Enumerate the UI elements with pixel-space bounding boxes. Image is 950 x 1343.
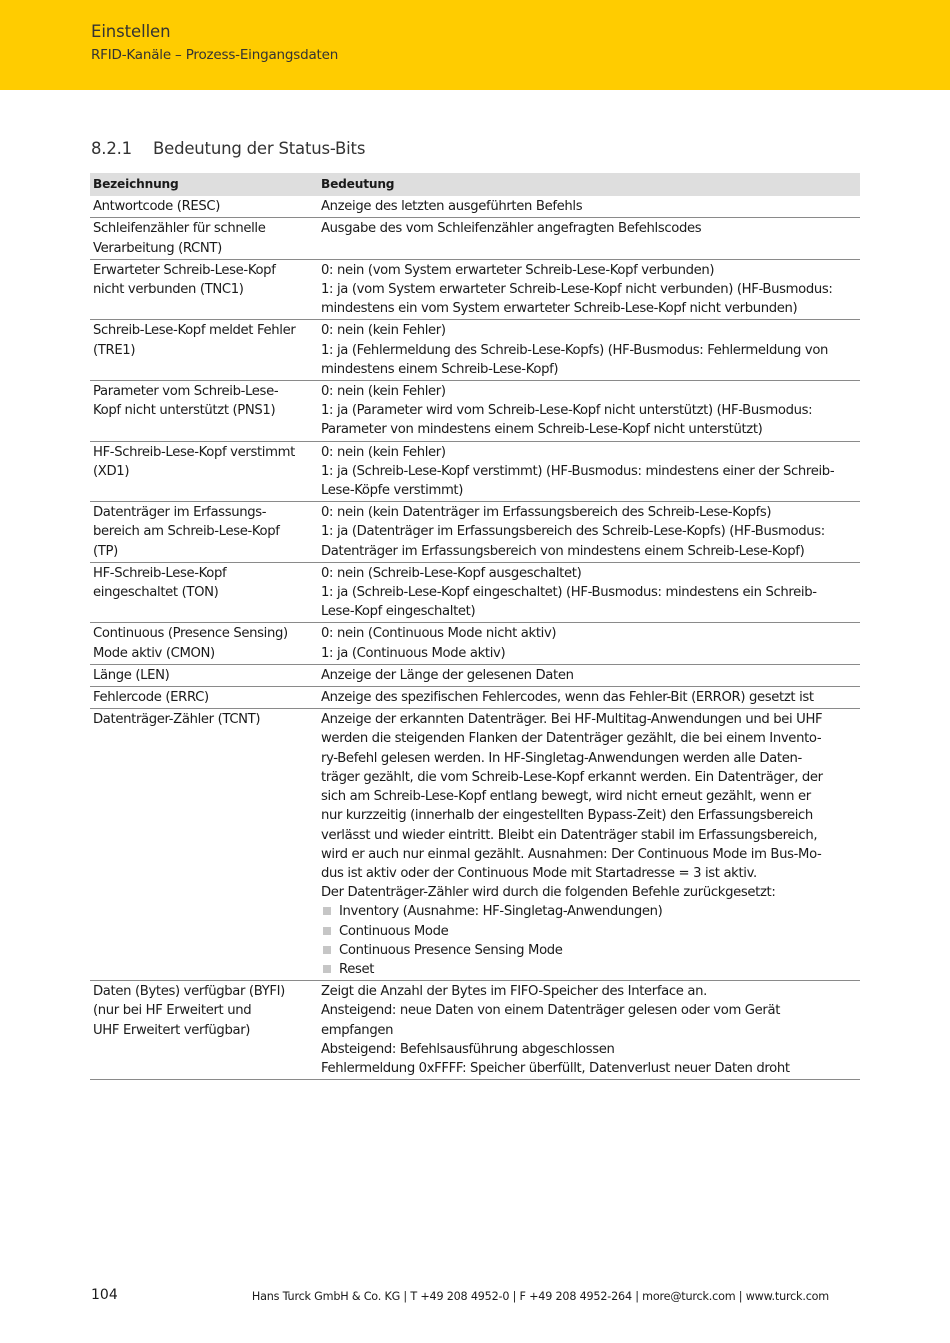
text-line: 0: nein (Schreib-Lese-Kopf ausgeschaltet)	[321, 565, 582, 581]
text-line: Schreib-Lese-Kopf meldet Fehler	[93, 323, 296, 339]
text-line: Erwarteter Schreib-Lese-Kopf	[93, 262, 276, 278]
table-row	[90, 502, 860, 563]
text-line: HF-Schreib-Lese-Kopf verstimmt	[93, 444, 295, 460]
text-line: Parameter von mindestens einem Schreib-Lese-Kopf nicht unterstützt)	[321, 422, 763, 438]
table-cell-name	[90, 502, 318, 563]
text-line: Absteigend: Befehlsausführung abgeschlossen	[321, 1041, 615, 1057]
column-header-bezeichnung: Bezeichnung	[90, 173, 318, 196]
text-line: 0: nein (kein Datenträger im Erfassungsbereich des Schreib-Lese-Kopfs)	[321, 505, 772, 521]
text-line: nur kurzzeitig (innerhalb der eingestellten Bypass-Zeit) den Erfassungsbereich	[321, 808, 813, 824]
table-cell-meaning	[318, 381, 860, 442]
column-header-bedeutung: Bedeutung	[318, 173, 860, 196]
reset-command-list	[321, 902, 857, 979]
text-line: sich am Schreib-Lese-Kopf entlang bewegt, wird nicht erneut gezählt, wenn er	[321, 789, 811, 805]
table-cell-name	[90, 259, 318, 320]
text-line: (nur bei HF Erweitert und	[93, 1003, 252, 1019]
table-cell-name	[90, 709, 318, 981]
text-line: Verarbeitung (RCNT)	[93, 240, 222, 256]
list-item: Inventory (Ausnahme: HF-Singletag-Anwendungen)	[321, 902, 857, 921]
table-row	[90, 196, 860, 218]
text-line: Datenträger im Erfassungs-	[93, 505, 267, 521]
table-row	[90, 320, 860, 381]
text-line: (TRE1)	[93, 342, 136, 358]
text-line: Anzeige des letzten ausgeführten Befehls	[321, 199, 583, 215]
text-line: 1: ja (Schreib-Lese-Kopf verstimmt) (HF-Busmodus: mindestens einer der Schreib-	[321, 463, 835, 479]
text-line: Kopf nicht unterstützt (PNS1)	[93, 403, 276, 419]
text-line: bereich am Schreib-Lese-Kopf	[93, 524, 280, 540]
text-line: 0: nein (kein Fehler)	[321, 323, 446, 339]
text-line: Mode aktiv (CMON)	[93, 645, 215, 661]
text-line: Datenträger im Erfassungsbereich von mindestens einem Schreib-Lese-Kopf)	[321, 543, 805, 559]
text-line: 1: ja (vom System erwarteter Schreib-Lese-Kopf nicht verbunden) (HF-Busmodus:	[321, 282, 833, 298]
text-line: 0: nein (kein Fehler)	[321, 444, 446, 460]
text-line: Continuous (Presence Sensing)	[93, 626, 288, 642]
table-cell-meaning	[318, 623, 860, 664]
section-number: 8.2.1	[91, 139, 132, 158]
table-cell-name	[90, 664, 318, 686]
text-line: dus ist aktiv oder der Continuous Mode mit Startadresse = 3 ist aktiv.	[321, 865, 757, 881]
text-line: Ansteigend: neue Daten von einem Datenträger gelesen oder vom Gerät	[321, 1003, 781, 1019]
table-cell-meaning	[318, 562, 860, 623]
section-heading	[91, 139, 365, 158]
text-line: Parameter vom Schreib-Lese-	[93, 384, 279, 400]
text-line: empfangen	[321, 1022, 394, 1038]
table-cell-meaning	[318, 196, 860, 218]
text-line: Anzeige des spezifischen Fehlercodes, wenn das Fehler-Bit (ERROR) gesetzt ist	[321, 690, 814, 706]
table-cell-meaning	[318, 259, 860, 320]
text-line: Fehlermeldung 0xFFFF: Speicher überfüllt, Datenverlust neuer Daten droht	[321, 1060, 790, 1076]
table-cell-name	[90, 981, 318, 1080]
text-line: (XD1)	[93, 463, 130, 479]
text-line: Fehlercode (ERRC)	[93, 690, 209, 706]
text-line: eingeschaltet (TON)	[93, 585, 219, 601]
list-item: Continuous Mode	[321, 922, 857, 941]
text-line: Der Datenträger-Zähler wird durch die folgenden Befehle zurückgesetzt:	[321, 885, 776, 901]
list-item: Reset	[321, 960, 857, 979]
table-cell-name	[90, 320, 318, 381]
text-line: träger gezählt, die vom Schreib-Lese-Kopf erkannt werden. Ein Datenträger, der	[321, 769, 823, 785]
table-row	[90, 441, 860, 502]
text-line: werden die steigenden Flanken der Datenträger gezählt, die bei einem Invento-	[321, 731, 822, 747]
text-line: 1: ja (Datenträger im Erfassungsbereich des Schreib-Lese-Kopfs) (HF-Busmodus:	[321, 524, 825, 540]
table-cell-name	[90, 381, 318, 442]
text-line: Antwortcode (RESC)	[93, 199, 221, 215]
text-line: wird er auch nur einmal gezählt. Ausnahmen: Der Continuous Mode im Bus-Mo-	[321, 846, 822, 862]
table-cell-meaning	[318, 687, 860, 709]
text-line: Ausgabe des vom Schleifenzähler angefragten Befehlscodes	[321, 221, 702, 237]
table-row	[90, 687, 860, 709]
text-line: 1: ja (Parameter wird vom Schreib-Lese-Kopf nicht unterstützt) (HF-Busmodus:	[321, 403, 813, 419]
text-line: Länge (LEN)	[93, 667, 170, 683]
status-bits-table	[90, 173, 860, 1080]
text-line: (TP)	[93, 543, 118, 559]
table-row	[90, 259, 860, 320]
text-line: Lese-Kopf eingeschaltet)	[321, 604, 476, 620]
text-line: 1: ja (Continuous Mode aktiv)	[321, 645, 506, 661]
text-line: verlässt und wieder eintritt. Bleibt ein Datenträger stabil im Erfassungsbereich,	[321, 827, 818, 843]
chapter-subtitle: RFID-Kanäle – Prozess-Eingangsdaten	[91, 47, 339, 63]
text-line: Datenträger-Zähler (TCNT)	[93, 712, 261, 728]
text-line: 1: ja (Schreib-Lese-Kopf eingeschaltet) (HF-Busmodus: mindestens ein Schreib-	[321, 585, 817, 601]
text-line: nicht verbunden (TNC1)	[93, 282, 244, 298]
text-line: mindestens ein vom System erwarteter Schreib-Lese-Kopf nicht verbunden)	[321, 301, 798, 317]
table-cell-name	[90, 441, 318, 502]
table-cell-meaning	[318, 981, 860, 1080]
header-band	[0, 0, 950, 90]
table-cell-name	[90, 687, 318, 709]
chapter-title: Einstellen	[91, 22, 171, 41]
table-row	[90, 664, 860, 686]
tcnt-description	[321, 710, 857, 902]
text-line: Daten (Bytes) verfügbar (BYFI)	[93, 984, 285, 1000]
page-number: 104	[91, 1287, 118, 1303]
text-line: mindestens einem Schreib-Lese-Kopf)	[321, 361, 559, 377]
text-line: 0: nein (Continuous Mode nicht aktiv)	[321, 626, 557, 642]
text-line: HF-Schreib-Lese-Kopf	[93, 565, 227, 581]
text-line: Schleifenzähler für schnelle	[93, 221, 266, 237]
table-row	[90, 218, 860, 259]
table-cell-meaning	[318, 502, 860, 563]
text-line: Zeigt die Anzahl der Bytes im FIFO-Speicher des Interface an.	[321, 984, 707, 1000]
table-body	[90, 196, 860, 1079]
table-cell-name	[90, 196, 318, 218]
table-row	[90, 381, 860, 442]
table-cell-name	[90, 218, 318, 259]
table-row-byfi	[90, 981, 860, 1080]
list-item: Continuous Presence Sensing Mode	[321, 941, 857, 960]
table-row-tcnt	[90, 709, 860, 981]
table-cell-name	[90, 562, 318, 623]
section-title: Bedeutung der Status-Bits	[153, 139, 366, 158]
table-cell-meaning	[318, 320, 860, 381]
table-row	[90, 562, 860, 623]
text-line: Anzeige der erkannten Datenträger. Bei HF-Multitag-Anwendungen und bei UHF	[321, 712, 823, 728]
table-cell-meaning	[318, 664, 860, 686]
text-line: Lese-Köpfe verstimmt)	[321, 483, 464, 499]
text-line: 0: nein (kein Fehler)	[321, 384, 446, 400]
table-cell-meaning	[318, 218, 860, 259]
footer-contact: Hans Turck GmbH & Co. KG | T +49 208 4952-0 | F +49 208 4952-264 | more@turck.com | www.turck.com	[251, 1290, 829, 1303]
text-line: 1: ja (Fehlermeldung des Schreib-Lese-Kopfs) (HF-Busmodus: Fehlermeldung von	[321, 342, 829, 358]
text-line: 0: nein (vom System erwarteter Schreib-Lese-Kopf verbunden)	[321, 262, 715, 278]
table-cell-meaning	[318, 709, 860, 981]
text-line: UHF Erweitert verfügbar)	[93, 1022, 251, 1038]
text-line: ry-Befehl gelesen werden. In HF-Singletag-Anwendungen werden alle Daten-	[321, 750, 802, 766]
table-header-row	[90, 173, 860, 196]
text-line: Anzeige der Länge der gelesenen Daten	[321, 667, 574, 683]
table-cell-meaning	[318, 441, 860, 502]
table-row	[90, 623, 860, 664]
table-cell-name	[90, 623, 318, 664]
